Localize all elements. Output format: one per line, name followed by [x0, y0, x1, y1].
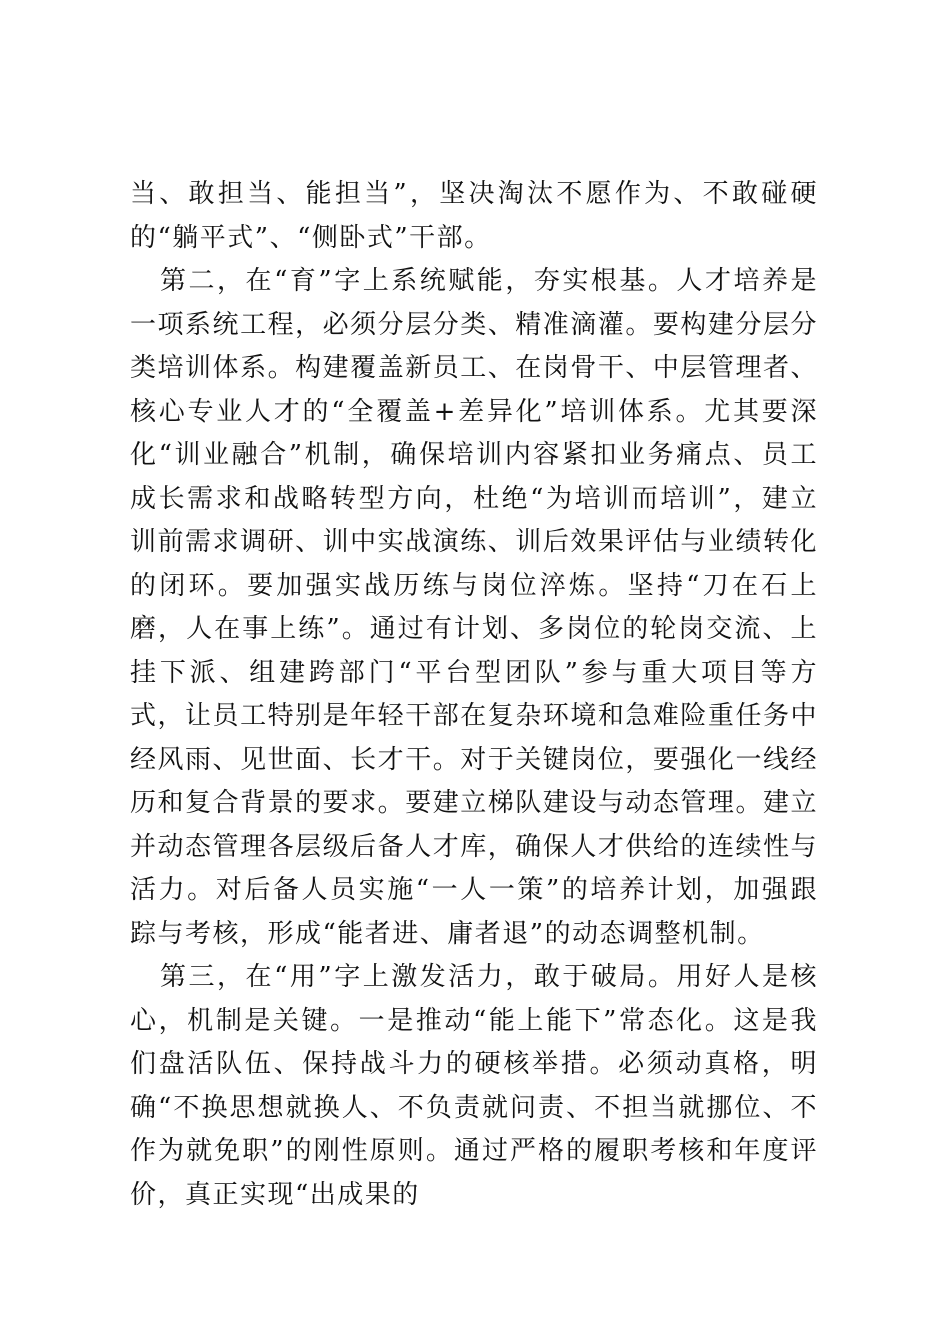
paragraph-continuation: 当、敢担当、能担当”，坚决淘汰不愿作为、不敢碰硬的“躺平式”、“侧卧式”干部。 [130, 179, 818, 253]
paragraph-third-section: 第三，在“用”字上激发活力，敢于破局。用好人是核心，机制是关键。一是推动“能上能下”常态化。这是我们盘活队伍、保持战斗力的硬核举措。必须动真格，明确“不换思想就换人、不负责就问责、不担当就挪位、不作为就免职”的刚性原则。通过严格的履职考核和年度评价，真正实现“出成果的 [130, 962, 818, 1210]
paragraph-second-section: 第二，在“育”字上系统赋能，夯实根基。人才培养是一项系统工程，必须分层分类、精准滴灌。要构建分层分类培训体系。构建覆盖新员工、在岗骨干、中层管理者、核心专业人才的“全覆盖+差异化”培训体系。尤其要深化“训业融合”机制，确保培训内容紧扣业务痛点、员工成长需求和战略转型方向，杜绝“为培训而培训”，建立训前需求调研、训中实战演练、训后效果评估与业绩转化的闭环。要加强实战历练与岗位淬炼。坚持“刀在石上磨，人在事上练”。通过有计划、多岗位的轮岗交流、上挂下派、组建跨部门“平台型团队”参与重大项目等方式，让员工特别是年轻干部在复杂环境和急难险重任务中经风雨、见世面、长才干。对于关键岗位，要强化一线经历和复合背景的要求。要建立梯队建设与动态管理。建立并动态管理各层级后备人才库，确保人才供给的连续性与活力。对后备人员实施“一人一策”的培养计划，加强跟踪与考核，形成“能者进、庸者退”的动态调整机制。 [130, 266, 818, 949]
document-page [130, 173, 818, 1217]
